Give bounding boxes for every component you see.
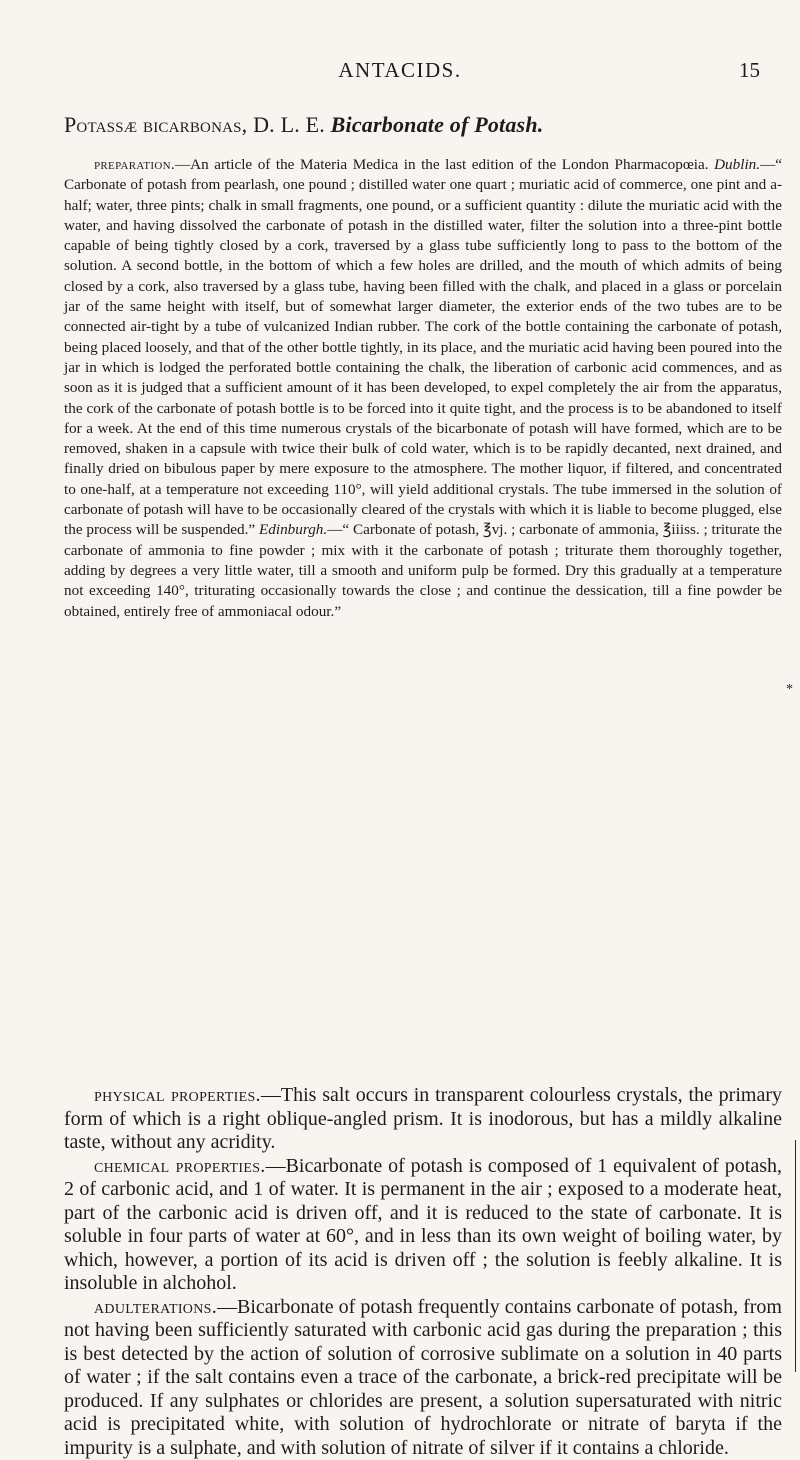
preparation-paragraph bbox=[64, 155, 782, 622]
chemical-label: chemical properties. bbox=[94, 1155, 266, 1177]
running-title: ANTACIDS. bbox=[0, 58, 800, 83]
pharmacopoeia-abbrev: D. L. E. bbox=[253, 112, 325, 137]
preparation-text-3: —“ Carbonate of potash, ℥vj. ; carbonate of ammonia, ℥iiiss. ; triturate the carbonate of ammonia to fine powder ; mix with it the carbonate of potash ; triturate them thoroughly together, adding by degrees a very little water, till a smooth and uniform pulp be formed. Dry this gradually at a temperature not exceeding 140°, triturating occasionally towards the close ; and continue the dessication, till a fine powder be obtained, entirely free of ammoniacal odour.” bbox=[64, 521, 782, 619]
physical-paragraph bbox=[64, 1084, 782, 1155]
section-heading bbox=[64, 112, 774, 138]
preparation-label: preparation. bbox=[94, 156, 175, 173]
adulterations-paragraph bbox=[64, 1296, 782, 1460]
page-edge-line bbox=[795, 1140, 796, 1372]
running-head bbox=[0, 58, 800, 88]
preparation-section bbox=[64, 155, 782, 622]
chemical-paragraph bbox=[64, 1155, 782, 1296]
physical-text: —This salt occurs in transparent colourless crystals, the primary form of which is a right oblique-angled prism. It is inodorous, but has a mildly alkaline taste, without any acridity. bbox=[64, 1084, 782, 1153]
physical-label: physical properties. bbox=[94, 1084, 261, 1106]
preparation-text-1: —An article of the Materia Medica in the last edition of the London Pharmacopœia. bbox=[175, 156, 709, 173]
adulterations-text: —Bicarbonate of potash frequently contains carbonate of potash, from not having been sufficiently saturated with carbonic acid gas during the preparation ; this is best detected by the action of solution of corrosive sublimate on a solution in 40 parts of water ; if the salt contains even a trace of the carbonate, a brick-red precipitate will be produced. If any sulphates or chlorides are present, a solution supersaturated with nitric acid is precipitated white, with solution of hydrochlorate or nitrate of baryta if the impurity is a sulphate, and with solution of nitrate of silver if it contains a chloride. bbox=[64, 1296, 782, 1459]
latin-name: Potassæ bicarbonas, bbox=[64, 112, 247, 137]
page-number: 15 bbox=[739, 58, 760, 83]
properties-section bbox=[64, 1084, 782, 1460]
edinburgh-label: Edinburgh. bbox=[259, 521, 327, 538]
english-name: Bicarbonate of Potash. bbox=[331, 112, 544, 137]
margin-asterisk: * bbox=[786, 682, 793, 698]
preparation-text-2: —“ Carbonate of potash from pearlash, one pound ; distilled water one quart ; muriatic acid of commerce, one pint and a-half; water, three pints; chalk in small fragments, one pound, or a sufficient quantity : dilute the muriatic acid with the water, and having dissolved the carbonate of potash in the distilled water, filter the solution into a three-pint bottle capable of being tightly closed by a cork, traversed by a glass tube sufficiently long to pass to the bottom of the solution. A second bottle, in the bottom of which a few holes are drilled, and the mouth of which admits of being closed by a cork, also traversed by a glass tube, having been filled with the chalk, and placed in a glass or porcelain jar of the same height with itself, but of somewhat larger diameter, the exterior ends of the two tubes are to be connected air-tight by a tube of vulcanized Indian rubber. The cork of the bottle containing the carbonate of potash, being placed loosely, and that of the other bottle tightly, in its place, and the muriatic acid having been poured into the jar in which is lodged the perforated bottle containing the chalk, the liberation of carbonic acid commences, and as soon as it is judged that a sufficient amount of it has been developed, to expel completely the air from the apparatus, the cork of the carbonate of potash bottle is to be forced into it quite tight, and the process is to be abandoned to itself for a week. At the end of this time numerous crystals of the bicarbonate of potash will have formed, which are to be removed, shaken in a capsule with twice their bulk of cold water, which is to be rapidly decanted, next drained, and finally dried on bibulous paper by mere exposure to the atmosphere. The mother liquor, if filtered, and concentrated to one-half, at a temperature not exceeding 110°, will yield additional crystals. The tube immersed in the solution of carbonate of potash will have to be occasionally cleared of the crystals with which it is liable to become plugged, else the process will be suspended.” bbox=[64, 156, 782, 538]
chemical-text: —Bicarbonate of potash is composed of 1 equivalent of potash, 2 of carbonic acid, and 1 of water. It is permanent in the air ; exposed to a moderate heat, part of the carbonic acid is driven off, and it is reduced to the state of carbonate. It is soluble in four parts of water at 60°, and in less than its own weight of boiling water, by which, however, a portion of its acid is driven off ; the solution is feebly alkaline. It is insoluble in alchohol. bbox=[64, 1155, 782, 1295]
adulterations-label: adulterations. bbox=[94, 1296, 217, 1318]
dublin-label: Dublin. bbox=[714, 156, 760, 173]
